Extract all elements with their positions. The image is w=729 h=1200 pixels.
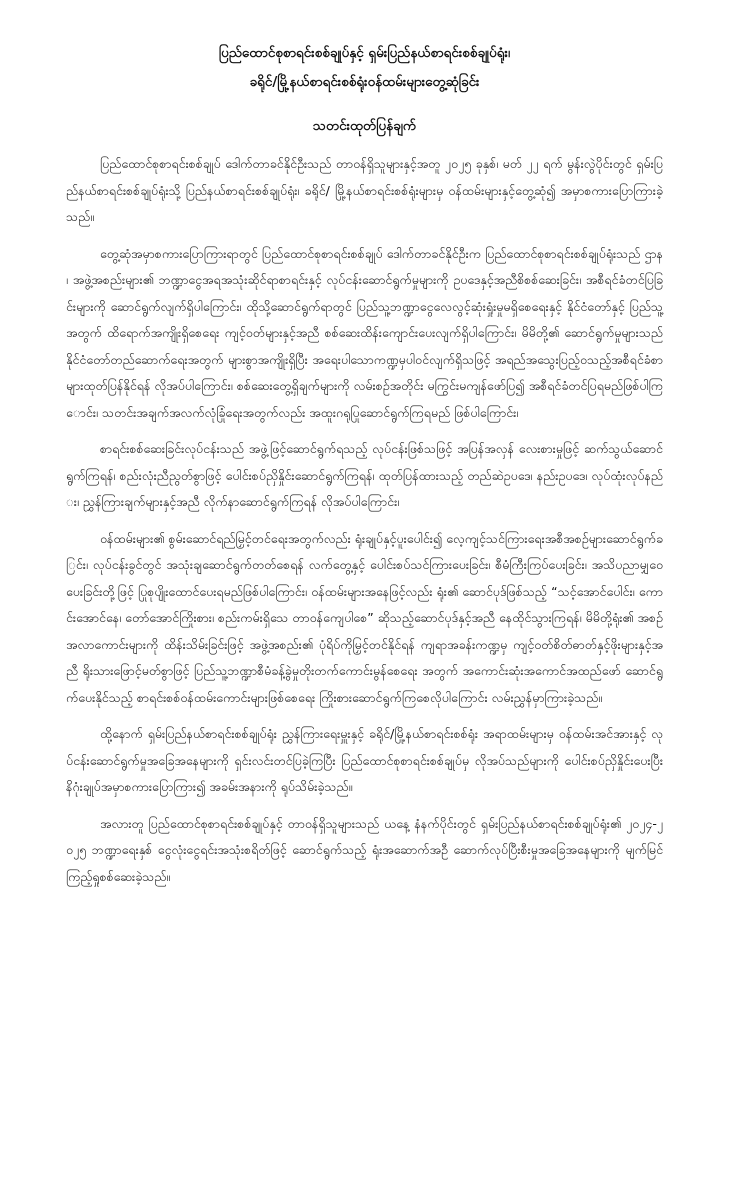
paragraph-2: တွေ့ဆုံအမှာစကားပြောကြားရာတွင် ပြည်ထောင်စုစာရင်းစစ်ချုပ် ဒေါက်တာခင်နိုင်ဦးက ပြည်ထောင်စုစာရင်းစစ်ချုပ်ရုံးသည် ဌာန၊ အဖွဲ့အစည်းများ၏ ဘဏ္ဍာငွေအရအသုံးဆိုင်ရာစာရင်းနှင့် လုပ်ငန်းဆောင်ရွက်မှုများကို ဥပဒေနှင့်အညီစိစစ်ဆေးခြင်း၊ အစီရင်ခံတင်ပြခြင်းများကို ဆောင်ရွက်လျက်ရှိပါကြောင်း၊ ထိုသို့ဆောင်ရွက်ရာတွင် ပြည်သူ့ဘဏ္ဍာငွေလေလွင့်ဆုံးရှုံးမှုမရှိစေရေးနှင့် နိုင်ငံတော်နှင့် ပြည်သူ့အတွက် ထိရောက်အကျိုးရှိစေရေး ကျင့်ဝတ်များနှင့်အညီ စစ်ဆေးထိန်းကျောင်းပေးလျက်ရှိပါကြောင်း၊ မိမိတို့၏ ဆောင်ရွက်မှုများသည် နိုင်ငံတော်တည်ဆောက်ရေးအတွက် များစွာအကျိုးရှိပြီး အရေးပါသောကဏ္ဍမှပါဝင်လျက်ရှိသဖြင့် အရည်အသွေးပြည့်ဝသည့်အစီရင်ခံစာများထုတ်ပြန်နိုင်ရန် လိုအပ်ပါကြောင်း၊ စစ်ဆေးတွေ့ရှိချက်များကို လမ်းစဉ်အတိုင်း မကြွင်းမကျန်ဖော်ပြ၍ အစီရင်ခံတင်ပြရမည်ဖြစ်ပါကြောင်း၊ သတင်းအချက်အလက်လုံခြုံရေးအတွက်လည်း အထူးဂရုပြုဆောင်ရွက်ကြရမည် ဖြစ်ပါကြောင်း၊ xyxy=(66,245,663,420)
document-title: ပြည်ထောင်စုစာရင်းစစ်ချုပ်နှင့် ရှမ်းပြည်နယ်စာရင်းစစ်ချုပ်ရုံး၊ xyxy=(218,45,511,61)
paragraph-6: အလားတူ ပြည်ထောင်စုစာရင်းစစ်ချုပ်နှင့် တာဝန်ရှိသူများသည် ယနေ့ နံနက်ပိုင်းတွင် ရှမ်းပြည်နယ်စာရင်းစစ်ချုပ်ရုံး၏ ၂၀၂၄-၂၀၂၅ ဘဏ္ဍာရေးနှစ် ငွေလုံးငွေရင်းအသုံးစရိတ်ဖြင့် ဆောင်ရွက်သည့် ရုံးအဆောက်အဦ ဆောက်လုပ်ပြီးစီးမှုအခြေအနေများကို မျက်မြင်ကြည့်ရှုစစ်ဆေးခဲ့သည်။ xyxy=(66,815,663,884)
paragraph-1: ပြည်ထောင်စုစာရင်းစစ်ချုပ် ဒေါက်တာခင်နိုင်ဦးသည် တာဝန်ရှိသူများနှင့်အတူ ၂၀၂၅ ခုနှစ်၊ မတ် ၂၂ ရက် မွန်းလွဲပိုင်းတွင် ရှမ်းပြည်နယ်စာရင်းစစ်ချုပ်ရုံးသို့ ပြည်နယ်စာရင်းစစ်ချုပ်ရုံး၊ ခရိုင်/ မြို့နယ်စာရင်းစစ်ရုံးများမှ ဝန်ထမ်းများနှင့်တွေ့ဆုံ၍ အမှာစကားပြောကြားခဲ့သည်။ xyxy=(66,156,663,224)
press-release-heading: သတင်းထုတ်ပြန်ချက် xyxy=(312,118,417,134)
paragraph-5: ထို့နောက် ရှမ်းပြည်နယ်စာရင်းစစ်ချုပ်ရုံး ညွှန်ကြားရေးမှူးနှင့် ခရိုင်/မြို့နယ်စာရင်းစစ်ရုံး အရာထမ်းများမှ ဝန်ထမ်းအင်အားနှင့် လုပ်ငန်းဆောင်ရွက်မှုအခြေအနေများကို ရှင်းလင်းတင်ပြခဲ့ကြပြီး ပြည်ထောင်စုစာရင်းစစ်ချုပ်မှ လိုအပ်သည်များကို ပေါင်းစပ်ညှိနှိုင်းပေးပြီး နိဂုံးချုပ်အမှာစကားပြောကြား၍ အခမ်းအနားကို ရုပ်သိမ်းခဲ့သည်။ xyxy=(66,726,663,794)
document-subtitle: ခရိုင်/မြို့နယ်စာရင်းစစ်ရုံးဝန်ထမ်းများတွေ့ဆုံခြင်း xyxy=(249,74,480,90)
paragraph-3: စာရင်းစစ်ဆေးခြင်းလုပ်ငန်းသည် အဖွဲ့ဖြင့်ဆောင်ရွက်ရသည့် လုပ်ငန်းဖြစ်သဖြင့် အပြန်အလှန် လေးစားမှုဖြင့် ဆက်သွယ်ဆောင်ရွက်ကြရန်၊ စည်းလုံးညီညွတ်စွာဖြင့် ပေါင်းစပ်ညှိနှိုင်းဆောင်ရွက်ကြရန်၊ ထုတ်ပြန်ထားသည့် တည်ဆဲဥပဒေ၊ နည်းဥပဒေ၊ လုပ်ထုံးလုပ်နည်း၊ ညွှန်ကြားချက်များနှင့်အညီ လိုက်နာဆောင်ရွက်ကြရန် လိုအပ်ပါကြောင်း၊ xyxy=(66,441,663,509)
paragraph-4: ဝန်ထမ်းများ၏ စွမ်းဆောင်ရည်မြှင့်တင်ရေးအတွက်လည်း ရုံးချုပ်နှင့်ပူးပေါင်း၍ လေ့ကျင့်သင်ကြားရေးအစီအစဉ်များဆောင်ရွက်ခြင်း၊ လုပ်ငန်းခွင်တွင် အသုံးချဆောင်ရွက်တတ်စေရန် လက်တွေ့နှင့် ပေါင်းစပ်သင်ကြားပေးခြင်း၊ စီမံကြီးကြပ်ပေးခြင်း၊ အသိပညာမျှဝေပေးခြင်းတို့ဖြင့် ပြုစုပျိုးထောင်ပေးရမည်ဖြစ်ပါကြောင်း၊ ဝန်ထမ်းများအနေဖြင့်လည်း ရုံး၏ ဆောင်ပုဒ်ဖြစ်သည့် “သင့်အောင်ပေါင်း၊ ကောင်းအောင်နေ၊ တော်အောင်ကြိုးစား၊ စည်းကမ်းရှိသေ တာဝန်ကျေပါစေ” ဆိုသည့်ဆောင်ပုဒ်နှင့်အညီ နေထိုင်သွားကြရန်၊ မိမိတို့ရုံး၏ အစဉ်အလာကောင်းများကို ထိန်းသိမ်းခြင်းဖြင့် အဖွဲ့အစည်း၏ ပုံရိပ်ကိုမြှင့်တင်နိုင်ရန် ကျရာအခန်းကဏ္ဍမှ ကျင့်ဝတ်စိတ်ဓာတ်နှင့်ဖိုးများနှင့်အညီ ရိုးသားဖြောင့်မတ်စွာဖြင့် ပြည်သူ့ဘဏ္ဍာစီမံခန့်ခွဲမှုတိုးတက်ကောင်းမွန်စေရေး အတွက် အကောင်းဆုံးအကောင်အထည်ဖော် ဆောင်ရွက်ပေးနိုင်သည့် စာရင်းစစ်ဝန်ထမ်းကောင်းများဖြစ်စေရေး ကြိုးစားဆောင်ရွက်ကြစေလိုပါကြောင်း လမ်းညွှန်မှာကြားခဲ့သည်။ xyxy=(66,530,663,705)
